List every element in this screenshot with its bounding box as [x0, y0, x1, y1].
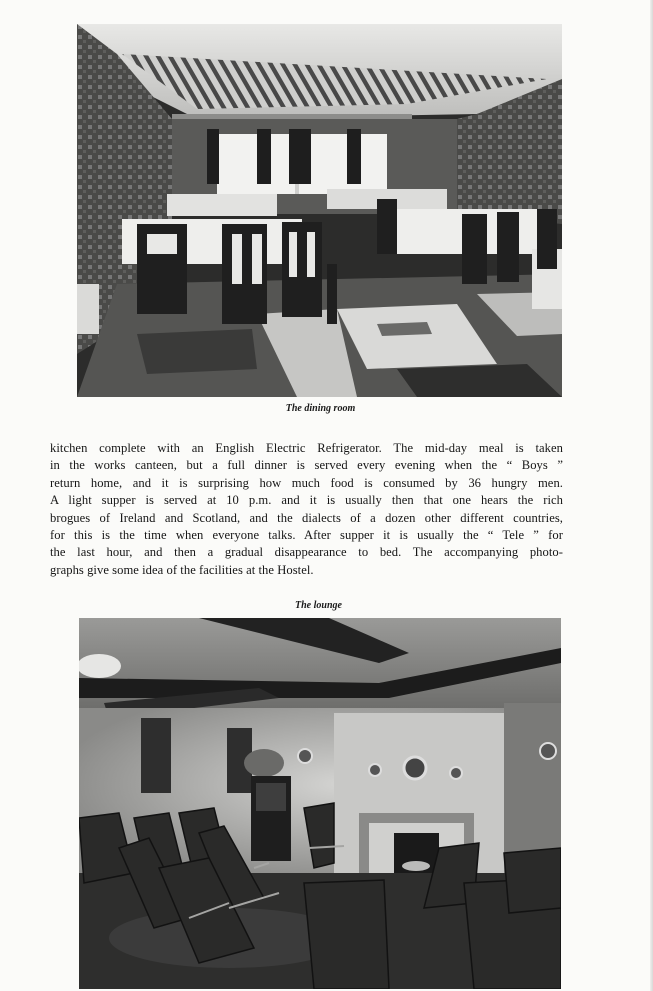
body-line: brogues of Ireland and Scotland, and the dialects of a dozen other different countries,: [50, 510, 563, 525]
body-line: kitchen complete with an English Electric Refrigerator. The mid-day meal is taken: [50, 441, 563, 455]
body-line: the last hour, and then a gradual disappearance to bed. The accompanying photo-: [50, 545, 563, 560]
lounge-image: [79, 618, 561, 989]
dining-room-image: [77, 24, 562, 397]
dining-room-caption: The dining room: [285, 403, 356, 414]
body-paragraph: [50, 440, 563, 579]
body-line: in the works canteen, but a full dinner is served every evening when the “ Boys ”: [50, 458, 563, 473]
body-line: return home, and it is surprising how much food is consumed by 36 hungry men.: [50, 475, 563, 490]
body-line: for this is the time when everyone talks. After supper it is usually the “ Tele ” for: [50, 528, 563, 543]
lounge-photo: [79, 618, 561, 989]
body-line: graphs give some idea of the facilities at the Hostel.: [50, 562, 314, 577]
lounge-caption: The lounge: [295, 600, 342, 611]
dining-room-photo: [77, 24, 562, 397]
body-line: A light supper is served at 10 p.m. and it is usually then that one hears the rich: [50, 493, 563, 508]
